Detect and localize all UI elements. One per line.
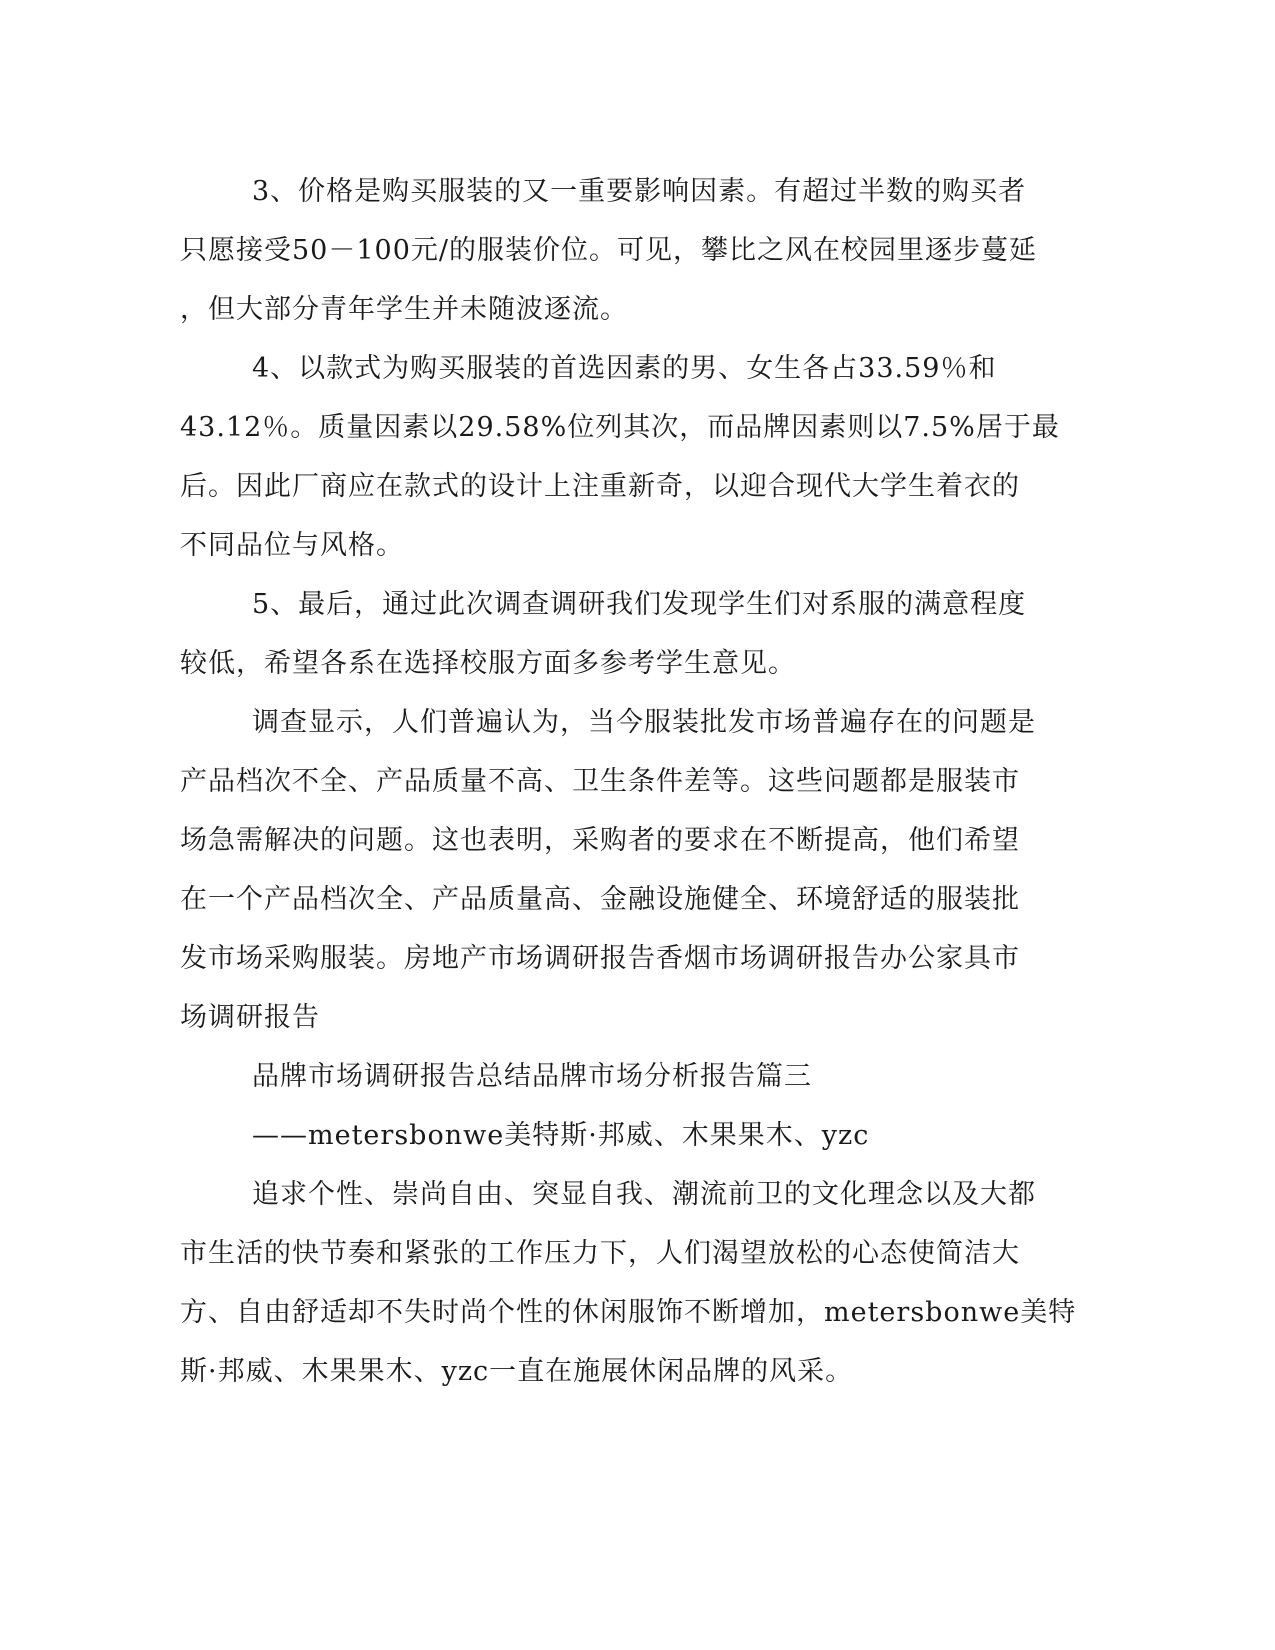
- text-line: 场急需解决的问题。这也表明，采购者的要求在不断提高，他们希望: [180, 825, 1020, 856]
- text-line: ，但大部分青年学生并未随波逐流。: [180, 294, 628, 325]
- brand-list: ——metersbonwe美特斯·邦威、木果果木、yzc: [252, 1120, 870, 1151]
- text-line: 3、价格是购买服装的又一重要影响因素。有超过半数的购买者: [252, 176, 1027, 207]
- text-line: 在一个产品档次全、产品质量高、金融设施健全、环境舒适的服装批: [180, 884, 1020, 915]
- text-line: 不同品位与风格。: [180, 530, 404, 561]
- text-line: 场调研报告: [180, 1002, 320, 1033]
- paragraph-uniform-satisfaction: [180, 575, 1030, 693]
- text-line: 斯·邦威、木果果木、yzc一直在施展休闲品牌的风采。: [180, 1356, 854, 1387]
- text-line: 43.12％。质量因素以29.58%位列其次，而品牌因素则以7.5%居于最: [180, 412, 1060, 443]
- document-body: [180, 162, 1077, 1401]
- text-line: 4、以款式为购买服装的首选因素的男、女生各占33.59％和: [252, 353, 997, 384]
- text-line: 追求个性、崇尚自由、突显自我、潮流前卫的文化理念以及大都: [252, 1179, 1036, 1210]
- text-line: 方、自由舒适却不失时尚个性的休闲服饰不断增加，metersbonwe美特: [180, 1297, 1077, 1328]
- text-line: 后。因此厂商应在款式的设计上注重新奇，以迎合现代大学生着衣的: [180, 471, 1020, 502]
- section-title: 品牌市场调研报告总结品牌市场分析报告篇三: [252, 1061, 812, 1092]
- text-line: 产品档次不全、产品质量不高、卫生条件差等。这些问题都是服装市: [180, 766, 1020, 797]
- section-heading: [180, 1047, 1030, 1106]
- paragraph-price-factor: [180, 162, 1037, 339]
- paragraph-style-factor: [180, 339, 1060, 575]
- text-line: 发市场采购服装。房地产市场调研报告香烟市场调研报告办公家具市: [180, 943, 1020, 974]
- paragraph-wholesale-market: [180, 693, 1036, 1047]
- text-line: 5、最后，通过此次调查调研我们发现学生们对系服的满意程度: [252, 589, 1027, 620]
- text-line: 较低，希望各系在选择校服方面多参考学生意见。: [180, 648, 796, 679]
- text-line: 只愿接受50－100元/的服装价位。可见，攀比之风在校园里逐步蔓延: [180, 235, 1037, 266]
- text-line: 调查显示，人们普遍认为，当今服装批发市场普遍存在的问题是: [252, 707, 1036, 738]
- paragraph-casual-wear: [180, 1165, 1077, 1401]
- text-line: 市生活的快节奏和紧张的工作压力下，人们渴望放松的心态使简洁大: [180, 1238, 1020, 1269]
- section-subtitle: [180, 1106, 1030, 1165]
